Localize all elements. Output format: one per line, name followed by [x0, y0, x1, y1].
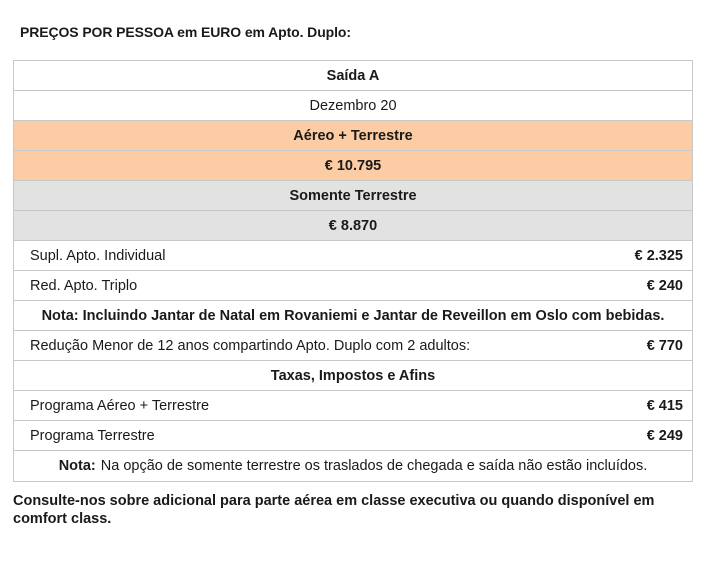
child-reduction-label: Redução Menor de 12 anos compartindo Apto. Duplo com 2 adultos:	[30, 337, 471, 354]
departure-label-row	[14, 61, 692, 91]
taxes-label: Taxas, Impostos e Afins	[270, 367, 436, 384]
air-land-label: Aéreo + Terrestre	[293, 127, 413, 144]
christmas-note-row	[14, 301, 692, 331]
child-reduction-row	[14, 331, 692, 361]
single-supplement-row	[14, 241, 692, 271]
christmas-note: Nota: Incluindo Jantar de Natal em Rovaniemi e Jantar de Reveillon em Oslo com bebidas.	[41, 307, 665, 324]
taxes-land-value: € 249	[646, 427, 683, 444]
taxes-label-row	[14, 361, 692, 391]
departure-date-row	[14, 91, 692, 121]
price-table	[13, 60, 693, 482]
taxes-land-row	[14, 421, 692, 451]
single-supplement-value: € 2.325	[634, 247, 683, 264]
transfer-note-label: Nota:	[58, 458, 96, 474]
land-only-label: Somente Terrestre	[289, 187, 417, 204]
taxes-air-land-row	[14, 391, 692, 421]
taxes-land-label: Programa Terrestre	[30, 427, 155, 444]
taxes-air-land-value: € 415	[646, 397, 683, 414]
land-only-price: € 8.870	[328, 217, 378, 234]
triple-reduction-row	[14, 271, 692, 301]
footer-note: Consulte-nos sobre adicional para parte aérea em classe executiva ou quando disponível em comfort class.	[13, 493, 655, 527]
single-supplement-label: Supl. Apto. Individual	[30, 247, 166, 264]
land-only-price-row	[14, 211, 692, 241]
triple-reduction-label: Red. Apto. Triplo	[30, 277, 138, 294]
air-land-price-row	[14, 151, 692, 181]
triple-reduction-value: € 240	[646, 277, 683, 294]
departure-label: Saída A	[326, 67, 380, 84]
air-land-price: € 10.795	[324, 157, 382, 174]
land-only-label-row	[14, 181, 692, 211]
departure-date: Dezembro 20	[309, 97, 397, 114]
transfer-note-row	[14, 451, 692, 481]
taxes-air-land-label: Programa Aéreo + Terrestre	[30, 397, 210, 414]
child-reduction-value: € 770	[646, 337, 683, 354]
transfer-note-text: Na opção de somente terrestre os traslados de chegada e saída não estão incluídos.	[100, 458, 648, 474]
page-heading: PREÇOS POR PESSOA em EURO em Apto. Duplo:	[20, 24, 351, 40]
air-land-label-row	[14, 121, 692, 151]
